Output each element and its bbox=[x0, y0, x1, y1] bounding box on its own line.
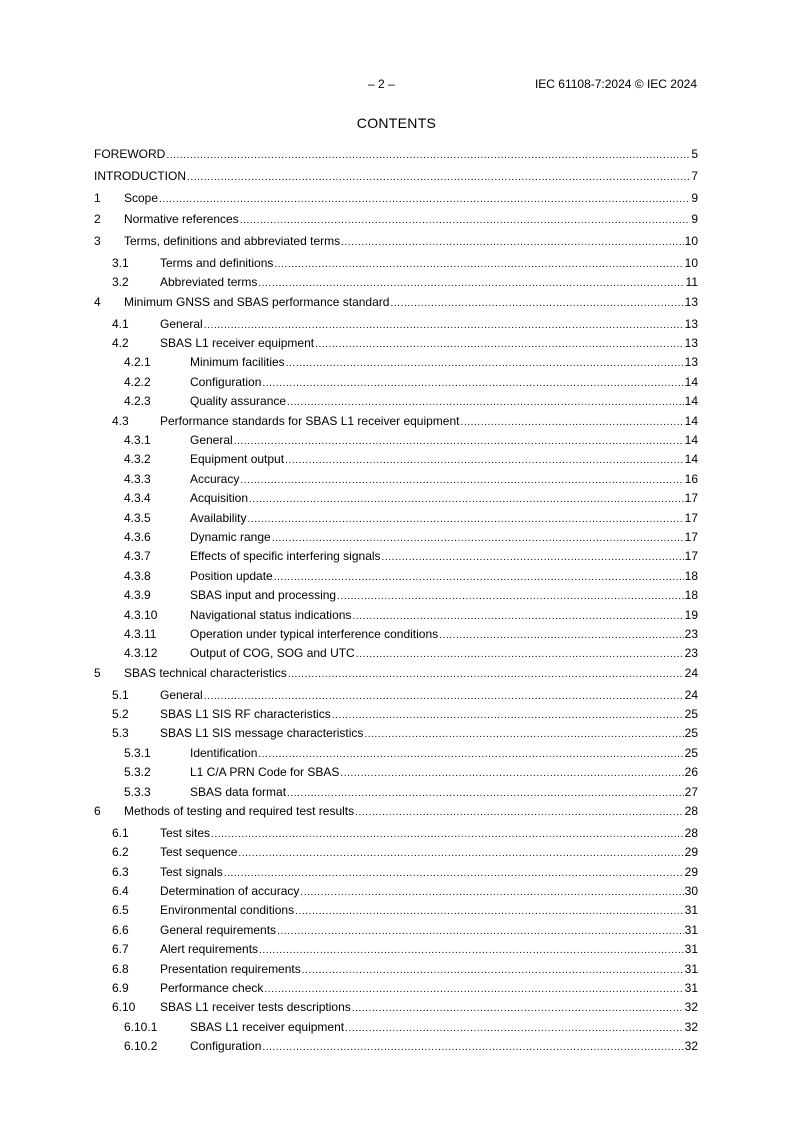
toc-entry-title: Test signals bbox=[160, 864, 223, 879]
toc-dot-leader bbox=[352, 1001, 684, 1017]
toc-entry-title: Quality assurance bbox=[190, 394, 287, 409]
toc-entry[interactable] bbox=[94, 922, 698, 938]
toc-entry[interactable] bbox=[94, 687, 698, 703]
toc-entry-number: 4.3.11 bbox=[124, 627, 157, 641]
toc-entry-number: 5.3.2 bbox=[124, 765, 151, 780]
toc-entry-number: 5 bbox=[94, 665, 101, 680]
toc-entry[interactable] bbox=[94, 413, 698, 429]
toc-entry-number: 4.2.3 bbox=[124, 394, 151, 409]
toc-dot-leader bbox=[247, 512, 683, 528]
toc-entry[interactable] bbox=[94, 803, 698, 819]
toc-entry-number: 6.3 bbox=[112, 864, 129, 879]
toc-entry[interactable] bbox=[94, 529, 698, 545]
toc-entry-title: Presentation requirements bbox=[160, 961, 301, 976]
toc-entry-title: General bbox=[160, 316, 203, 331]
toc-entry-page: 25 bbox=[684, 707, 698, 721]
toc-dot-leader bbox=[285, 453, 684, 469]
toc-entry-page: 25 bbox=[684, 726, 698, 741]
toc-entry-title: SBAS technical characteristics bbox=[124, 665, 287, 680]
toc-entry[interactable] bbox=[94, 999, 698, 1015]
toc-dot-leader bbox=[352, 609, 683, 625]
toc-entry-page: 11 bbox=[685, 275, 698, 290]
toc-entry-page: 28 bbox=[684, 825, 698, 840]
toc-dot-leader bbox=[295, 904, 684, 920]
toc-entry-number: 5.3 bbox=[112, 726, 129, 741]
toc-entry-title: Test sequence bbox=[160, 845, 238, 860]
toc-entry-page: 30 bbox=[684, 884, 698, 898]
toc-entry[interactable] bbox=[94, 645, 698, 661]
toc-dot-leader bbox=[262, 1040, 683, 1056]
toc-entry-page: 17 bbox=[684, 530, 698, 544]
toc-entry-number: 4.2.1 bbox=[124, 355, 151, 370]
toc-dot-leader bbox=[355, 805, 684, 821]
toc-entry-page: 23 bbox=[684, 646, 698, 661]
toc-dot-leader bbox=[337, 589, 684, 605]
toc-entry-title: Configuration bbox=[190, 1039, 262, 1054]
toc-entry[interactable] bbox=[94, 490, 698, 506]
toc-dot-leader bbox=[286, 356, 684, 372]
toc-entry[interactable] bbox=[94, 211, 698, 227]
toc-entry-page: 17 bbox=[684, 491, 698, 506]
toc-entry-title: Performance check bbox=[160, 981, 264, 995]
toc-entry-title: Identification bbox=[190, 745, 258, 760]
toc-dot-leader bbox=[258, 747, 683, 763]
toc-entry-page: 10 bbox=[684, 234, 698, 249]
toc-entry-page: 18 bbox=[684, 588, 698, 603]
toc-entry-page: 17 bbox=[684, 549, 698, 564]
toc-entry[interactable] bbox=[94, 294, 698, 310]
toc-entry[interactable] bbox=[94, 510, 698, 526]
toc-entry-title: Position update bbox=[190, 568, 273, 583]
toc-dot-leader bbox=[238, 846, 683, 862]
toc-entry-title: SBAS input and processing bbox=[190, 588, 337, 603]
toc-entry-number: 6.8 bbox=[112, 961, 129, 976]
toc-entry[interactable] bbox=[94, 941, 698, 957]
toc-dot-leader bbox=[211, 827, 684, 843]
toc-entry-page: 24 bbox=[684, 665, 698, 680]
toc-entry-page: 28 bbox=[684, 804, 698, 818]
toc-dot-leader bbox=[166, 148, 690, 164]
toc-entry-title: General bbox=[190, 433, 233, 447]
toc-entry-page: 9 bbox=[691, 190, 698, 205]
toc-entry-page: 13 bbox=[684, 316, 698, 331]
toc-entry[interactable] bbox=[94, 1019, 698, 1035]
toc-entry[interactable] bbox=[94, 190, 698, 206]
toc-dot-leader bbox=[259, 943, 684, 959]
toc-entry[interactable] bbox=[94, 626, 698, 642]
toc-entry-title: Acquisition bbox=[190, 491, 249, 506]
toc-entry-title: Normative references bbox=[124, 212, 239, 227]
toc-dot-leader bbox=[240, 213, 691, 229]
toc-entry-number: 6.5 bbox=[112, 903, 129, 918]
toc-entry-number: 4.3.2 bbox=[124, 452, 151, 467]
toc-entry-title: Availability bbox=[190, 510, 247, 525]
toc-entry-number: 5.3.1 bbox=[124, 745, 151, 760]
toc-entry-number: 6.9 bbox=[112, 981, 129, 995]
toc-entry-number: 5.3.3 bbox=[124, 784, 151, 799]
toc-entry-title: SBAS data format bbox=[190, 784, 287, 799]
toc-entry-title: General bbox=[160, 687, 203, 702]
toc-entry-title: Equipment output bbox=[190, 452, 285, 467]
toc-dot-leader bbox=[345, 1021, 684, 1037]
toc-entry-number: 6.7 bbox=[112, 942, 129, 957]
toc-dot-leader bbox=[159, 192, 690, 208]
toc-entry-number: 4.2 bbox=[112, 336, 129, 350]
toc-entry-number: 4.3.4 bbox=[124, 491, 151, 506]
toc-entry-number: 6 bbox=[94, 804, 101, 818]
toc-entry-title: Alert requirements bbox=[160, 942, 259, 957]
toc-entry-number: 1 bbox=[94, 190, 101, 205]
toc-entry-number: 3.1 bbox=[112, 256, 129, 270]
toc-entry-title: SBAS L1 receiver equipment bbox=[160, 336, 315, 350]
toc-entry-page: 5 bbox=[691, 147, 698, 161]
toc-entry-title: Minimum GNSS and SBAS performance standard bbox=[124, 294, 390, 309]
toc-entry[interactable] bbox=[94, 168, 698, 184]
toc-dot-leader bbox=[460, 415, 683, 431]
toc-entry-title: Abbreviated terms bbox=[160, 275, 258, 290]
toc-entry-page: 14 bbox=[684, 433, 698, 447]
toc-entry-title: Accuracy bbox=[190, 471, 240, 486]
toc-entry-title: SBAS L1 receiver equipment bbox=[190, 1019, 345, 1034]
toc-entry-page: 16 bbox=[684, 471, 698, 486]
toc-entry-page: 24 bbox=[684, 687, 698, 702]
toc-entry-page: 25 bbox=[684, 745, 698, 760]
toc-dot-leader bbox=[439, 628, 683, 644]
toc-dot-leader bbox=[390, 296, 683, 312]
toc-entry-number: 6.10.1 bbox=[124, 1019, 158, 1034]
toc-dot-leader bbox=[262, 376, 683, 392]
toc-entry-page: 31 bbox=[684, 903, 698, 918]
toc-entry[interactable] bbox=[94, 568, 698, 584]
toc-entry-number: 4.2.2 bbox=[124, 374, 151, 389]
toc-entry[interactable] bbox=[94, 471, 698, 487]
toc-dot-leader bbox=[187, 170, 690, 186]
toc-entry[interactable] bbox=[94, 316, 698, 332]
toc-entry-number: 4.3.12 bbox=[124, 646, 158, 661]
toc-entry-title: Determination of accuracy bbox=[160, 884, 300, 898]
toc-entry-number: 6.6 bbox=[112, 922, 129, 937]
toc-entry[interactable] bbox=[94, 665, 698, 681]
toc-entry-page: 31 bbox=[684, 961, 698, 976]
toc-entry-page: 13 bbox=[684, 294, 698, 309]
toc-entry-number: 4 bbox=[94, 294, 101, 309]
toc-entry-number: 6.2 bbox=[112, 845, 129, 860]
toc-dot-leader bbox=[240, 473, 683, 489]
toc-entry-number: 3 bbox=[94, 234, 101, 249]
toc-entry-title: Navigational status indications bbox=[190, 607, 352, 622]
toc-entry[interactable] bbox=[94, 587, 698, 603]
toc-entry-title: Effects of specific interfering signals bbox=[190, 549, 381, 564]
toc-dot-leader bbox=[315, 337, 684, 353]
toc-dot-leader bbox=[340, 766, 683, 782]
toc-entry-page: 7 bbox=[691, 168, 698, 183]
toc-entry-page: 18 bbox=[684, 568, 698, 583]
toc-entry-title: Methods of testing and required test results bbox=[124, 804, 355, 818]
toc-entry-number: 4.3.5 bbox=[124, 510, 151, 525]
toc-entry-number: 5.2 bbox=[112, 707, 129, 721]
toc-entry-number: 4.3.6 bbox=[124, 530, 151, 544]
toc-entry-title: Minimum facilities bbox=[190, 355, 285, 370]
toc-entry-page: 26 bbox=[684, 765, 698, 780]
toc-dot-leader bbox=[302, 963, 684, 979]
toc-dot-leader bbox=[277, 924, 684, 940]
toc-entry-title: INTRODUCTION bbox=[94, 168, 186, 183]
toc-entry-number: 6.10 bbox=[112, 1000, 136, 1015]
toc-dot-leader bbox=[341, 235, 684, 251]
table-of-contents bbox=[94, 0, 698, 1122]
toc-entry[interactable] bbox=[94, 980, 698, 996]
toc-dot-leader bbox=[287, 786, 684, 802]
toc-entry[interactable] bbox=[94, 825, 698, 841]
toc-entry-page: 29 bbox=[684, 864, 698, 879]
toc-dot-leader bbox=[382, 550, 684, 566]
toc-dot-leader bbox=[332, 708, 684, 724]
toc-dot-leader bbox=[288, 667, 684, 683]
toc-entry[interactable] bbox=[94, 725, 698, 741]
toc-entry-page: 14 bbox=[684, 394, 698, 409]
toc-entry-page: 9 bbox=[691, 212, 698, 227]
toc-entry-page: 32 bbox=[684, 1019, 698, 1034]
toc-dot-leader bbox=[364, 727, 683, 743]
toc-entry[interactable] bbox=[94, 902, 698, 918]
toc-entry[interactable] bbox=[94, 548, 698, 564]
toc-entry-page: 29 bbox=[684, 845, 698, 860]
toc-entry-number: 4.3 bbox=[112, 413, 129, 428]
toc-entry-page: 13 bbox=[684, 336, 698, 350]
toc-dot-leader bbox=[204, 318, 684, 334]
toc-entry-number: 6.1 bbox=[112, 825, 129, 840]
toc-entry-title: FOREWORD bbox=[94, 147, 166, 161]
toc-entry[interactable] bbox=[94, 432, 698, 448]
toc-dot-leader bbox=[224, 866, 684, 882]
toc-dot-leader bbox=[356, 647, 684, 663]
toc-entry[interactable] bbox=[94, 883, 698, 899]
toc-entry-page: 14 bbox=[684, 374, 698, 389]
toc-entry-number: 4.3.3 bbox=[124, 471, 151, 486]
toc-entry[interactable] bbox=[94, 274, 698, 290]
toc-entry[interactable] bbox=[94, 233, 698, 249]
toc-entry[interactable] bbox=[94, 451, 698, 467]
toc-dot-leader bbox=[258, 276, 684, 292]
toc-entry[interactable] bbox=[94, 844, 698, 860]
toc-dot-leader bbox=[234, 434, 684, 450]
toc-entry[interactable] bbox=[94, 864, 698, 880]
toc-entry-title: Terms and definitions bbox=[160, 256, 274, 270]
toc-entry-page: 10 bbox=[684, 256, 698, 270]
toc-entry-page: 14 bbox=[684, 413, 698, 428]
toc-entry-number: 4.3.9 bbox=[124, 588, 151, 603]
toc-entry-number: 4.3.8 bbox=[124, 568, 151, 583]
toc-dot-leader bbox=[272, 531, 684, 547]
toc-entry-title: Configuration bbox=[190, 374, 262, 389]
toc-entry[interactable] bbox=[94, 393, 698, 409]
page-number: – 2 – bbox=[368, 77, 395, 91]
toc-entry[interactable] bbox=[94, 374, 698, 390]
toc-entry-page: 13 bbox=[684, 355, 698, 370]
toc-entry-title: L1 C/A PRN Code for SBAS bbox=[190, 765, 340, 780]
toc-entry-page: 31 bbox=[684, 922, 698, 937]
toc-entry[interactable] bbox=[94, 784, 698, 800]
toc-entry[interactable] bbox=[94, 745, 698, 761]
toc-dot-leader bbox=[249, 492, 684, 508]
toc-dot-leader bbox=[264, 982, 683, 998]
toc-entry-number: 6.4 bbox=[112, 884, 129, 898]
toc-entry-number: 6.10.2 bbox=[124, 1039, 158, 1054]
toc-entry-page: 19 bbox=[684, 607, 698, 622]
toc-entry-number: 4.3.10 bbox=[124, 607, 158, 622]
toc-entry-title: SBAS L1 receiver tests descriptions bbox=[160, 1000, 351, 1015]
toc-entry[interactable] bbox=[94, 1038, 698, 1054]
toc-dot-leader bbox=[274, 570, 684, 586]
toc-entry-page: 17 bbox=[684, 510, 698, 525]
toc-dot-leader bbox=[274, 257, 683, 273]
toc-entry[interactable] bbox=[94, 255, 698, 271]
toc-entry-number: 3.2 bbox=[112, 275, 129, 290]
toc-entry[interactable] bbox=[94, 335, 698, 351]
toc-entry-title: SBAS L1 SIS message characteristics bbox=[160, 726, 364, 741]
toc-entry-title: Dynamic range bbox=[190, 530, 271, 544]
toc-entry[interactable] bbox=[94, 146, 698, 162]
toc-entry-page: 32 bbox=[684, 1039, 698, 1054]
toc-entry-number: 5.1 bbox=[112, 687, 129, 702]
toc-entry-title: General requirements bbox=[160, 922, 277, 937]
toc-entry[interactable] bbox=[94, 607, 698, 623]
toc-dot-leader bbox=[300, 885, 683, 901]
toc-dot-leader bbox=[287, 395, 684, 411]
toc-entry-page: 31 bbox=[684, 981, 698, 995]
document-reference: IEC 61108-7:2024 © IEC 2024 bbox=[534, 77, 697, 91]
toc-entry-number: 4.3.7 bbox=[124, 549, 151, 564]
toc-entry-page: 27 bbox=[684, 784, 698, 799]
toc-entry-title: Output of COG, SOG and UTC bbox=[190, 646, 355, 661]
contents-heading: CONTENTS bbox=[356, 115, 437, 131]
toc-entry-title: Performance standards for SBAS L1 receiver equipment bbox=[160, 413, 460, 428]
toc-entry-page: 32 bbox=[684, 1000, 698, 1015]
toc-entry[interactable] bbox=[94, 706, 698, 722]
toc-entry-title: Terms, definitions and abbreviated terms bbox=[124, 234, 341, 249]
toc-entry[interactable] bbox=[94, 354, 698, 370]
toc-entry-page: 23 bbox=[684, 627, 698, 641]
toc-entry-number: 4.3.1 bbox=[124, 433, 151, 447]
toc-entry-title: Test sites bbox=[160, 825, 211, 840]
toc-entry-title: Environmental conditions bbox=[160, 903, 295, 918]
toc-entry-title: SBAS L1 SIS RF characteristics bbox=[160, 707, 331, 721]
toc-entry-page: 31 bbox=[684, 942, 698, 957]
toc-entry-title: Operation under typical interference conditions bbox=[190, 627, 439, 641]
toc-entry-page: 14 bbox=[684, 452, 698, 467]
toc-entry-title: Scope bbox=[124, 190, 159, 205]
toc-entry[interactable] bbox=[94, 764, 698, 780]
toc-entry-number: 2 bbox=[94, 212, 101, 227]
toc-entry-number: 4.1 bbox=[112, 316, 129, 331]
toc-dot-leader bbox=[204, 689, 684, 705]
toc-entry[interactable] bbox=[94, 961, 698, 977]
